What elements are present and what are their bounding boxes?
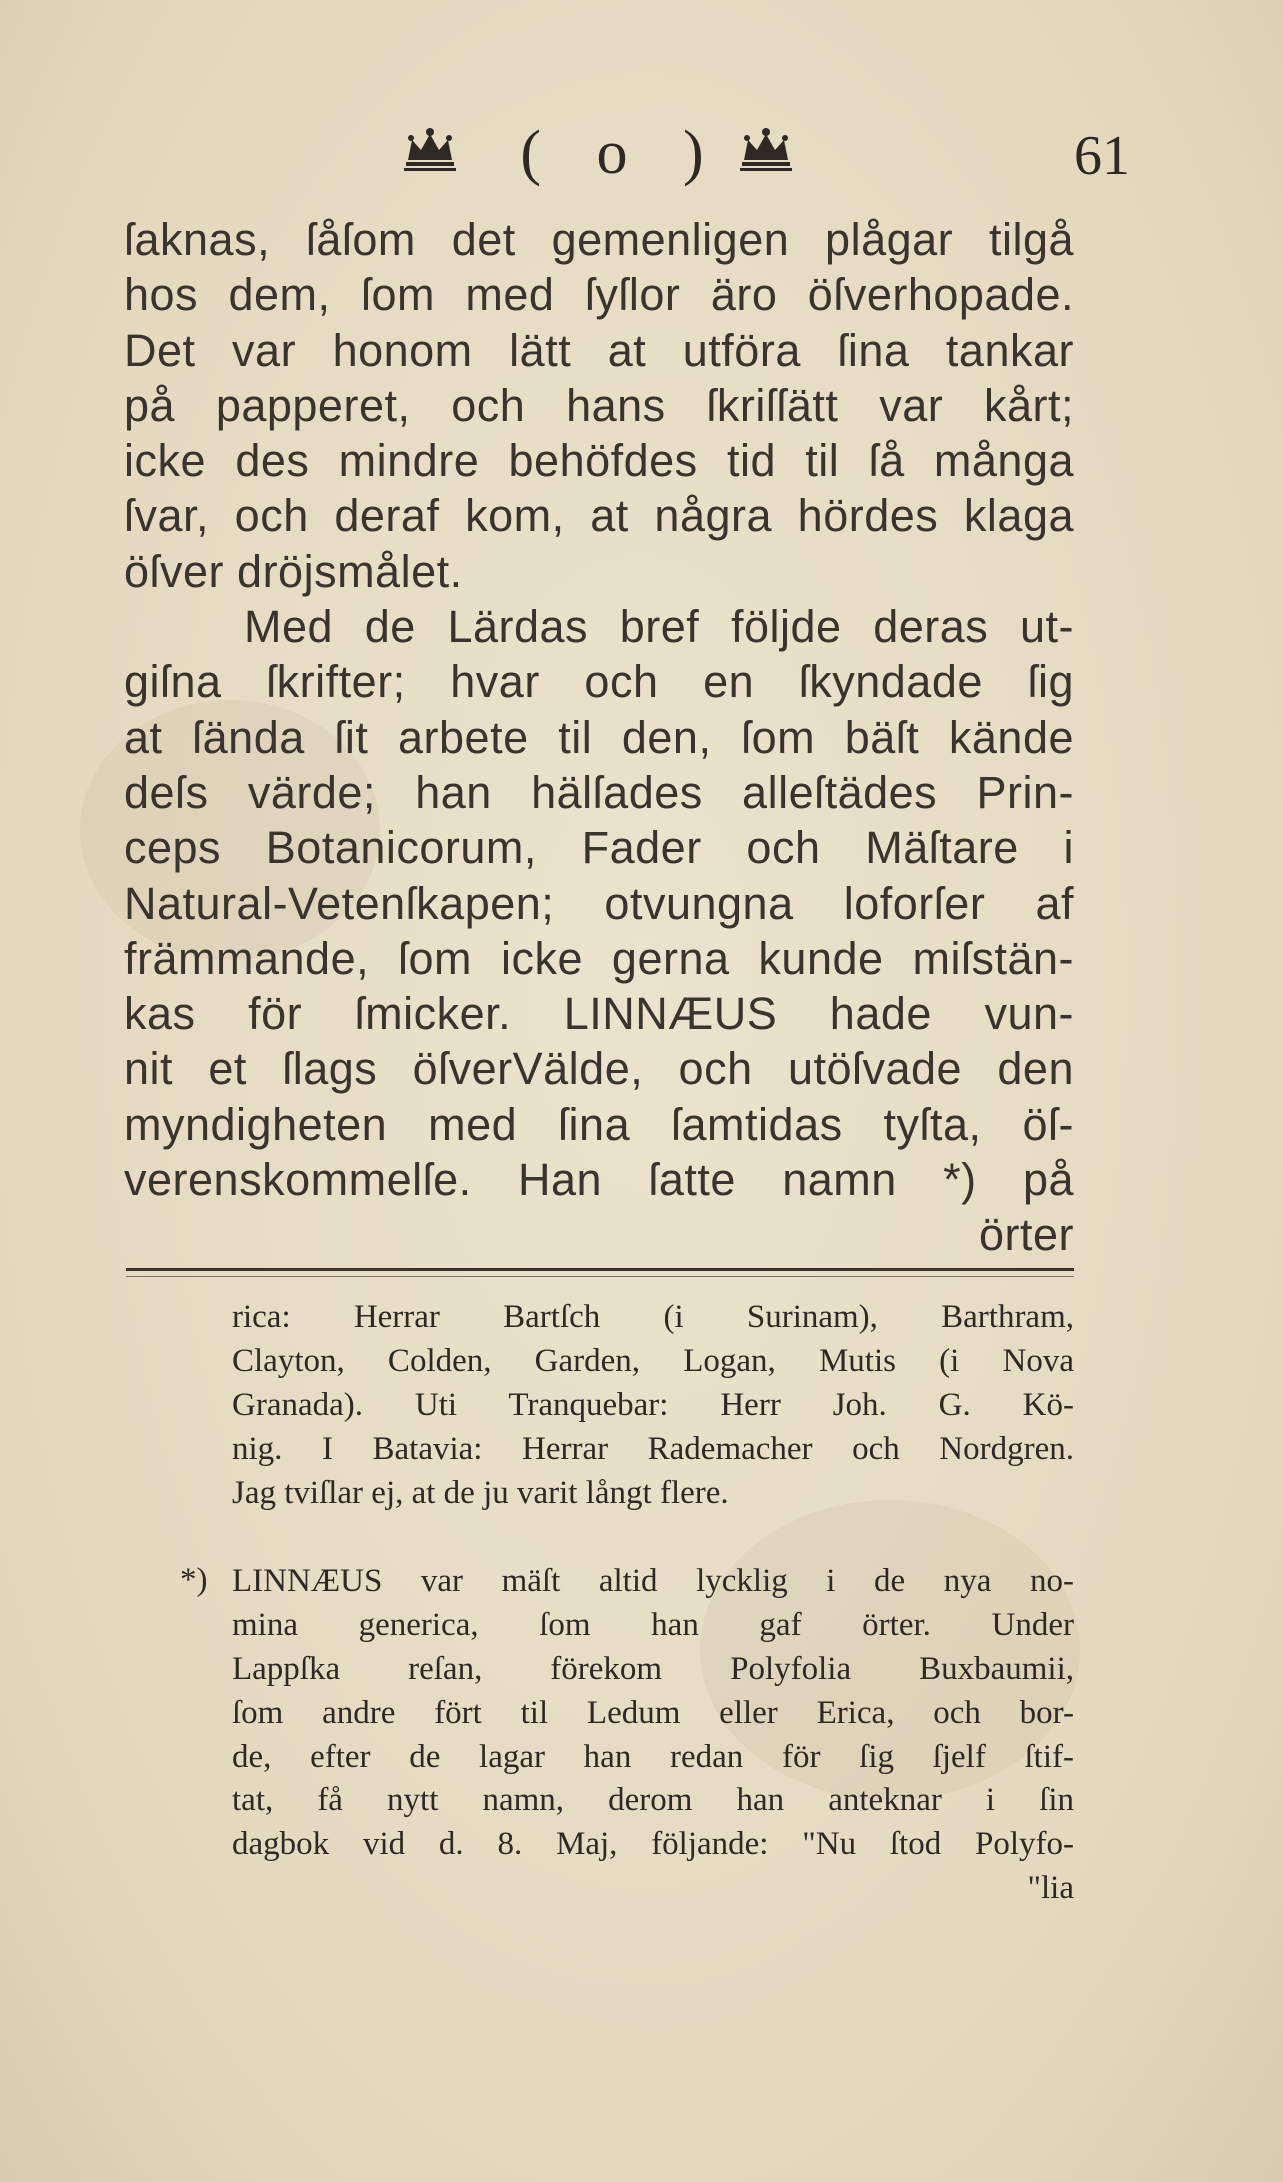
main-text-block	[124, 212, 1074, 1263]
footnote-line: Lappſka reſan, förekom Polyfolia Buxbaumii,	[232, 1650, 1074, 1687]
footnote-line: Clayton, Colden, Garden, Logan, Mutis (i Nova	[232, 1342, 1074, 1379]
footnote-line: ſom andre fört til Ledum eller Erica, och bor-	[232, 1694, 1074, 1731]
crown-ornament-icon	[738, 126, 794, 172]
text-line: deſs värde; han hälſades alleſtädes Prin-	[124, 766, 1074, 818]
text-line: öſver dröjsmålet.	[124, 545, 463, 597]
text-line: kas för ſmicker. LINNÆUS hade vun-	[124, 988, 1074, 1040]
footnote-line: Jag tviſlar ej, at de ju varit långt flere.	[232, 1474, 729, 1511]
footnote-line: rica: Herrar Bartſch (i Surinam), Barthram,	[232, 1299, 1074, 1335]
text-line: ſvar, och deraf kom, at några hördes klaga	[124, 490, 1074, 542]
footnote-line: LINNÆUS var mäſt altid lycklig i de nya no-	[232, 1563, 1074, 1599]
footnote-line: Granada). Uti Tranquebar: Herr Joh. G. Kö-	[232, 1386, 1074, 1423]
text-line: verenskommelſe. Han ſatte namn *) på	[124, 1154, 1074, 1206]
text-line: hos dem, ſom med ſyſlor äro öſverhopade.	[124, 269, 1074, 321]
footnote-line: nig. I Batavia: Herrar Rademacher och Nordgren.	[232, 1430, 1074, 1467]
footnote-line: mina generica, ſom han gaf örter. Under	[232, 1606, 1074, 1643]
text-line: at ſända ſit arbete til den, ſom bäſt kände	[124, 711, 1074, 763]
footnote-linnaeus	[232, 1560, 1074, 1911]
text-line: på papperet, och hans ſkriſſätt var kårt;	[124, 379, 1074, 431]
footnote-continued	[232, 1296, 1074, 1515]
catchword: "lia	[1027, 1870, 1074, 1907]
footnote-divider	[126, 1268, 1074, 1277]
running-header	[0, 118, 1283, 198]
text-line: Natural-Vetenſkapen; otvungna loforſer af	[124, 877, 1074, 929]
crown-ornament-icon	[402, 126, 458, 172]
text-line: nit et ſlags öſverVälde, och utöſvade den	[124, 1043, 1074, 1095]
text-line: icke des mindre behöfdes tid til ſå många	[124, 435, 1074, 487]
text-line: ceps Botanicorum, Fader och Mäſtare i	[124, 822, 1074, 874]
footnote-line: de, efter de lagar han redan för ſig ſjelf ſtif-	[232, 1738, 1074, 1775]
footnote-marker: *)	[180, 1562, 208, 1598]
text-line: myndigheten med ſina ſamtidas tyſta, öſ-	[124, 1098, 1074, 1150]
text-line: ſaknas, ſåſom det gemenligen plågar tilgå	[124, 214, 1074, 265]
page-number: 61	[1074, 125, 1130, 187]
text-line: Med de Lärdas bref följde deras ut-	[244, 601, 1074, 653]
text-line: främmande, ſom icke gerna kunde miſstän-	[124, 932, 1074, 984]
footnote-line: dagbok vid d. 8. Maj, följande: "Nu ſtod Polyfo-	[232, 1826, 1074, 1863]
text-line: giſna ſkrifter; hvar och en ſkyndade ſig	[124, 656, 1074, 708]
header-parens: ( o )	[520, 119, 724, 187]
text-line: Det var honom lätt at utföra ſina tankar	[124, 324, 1074, 376]
footnote-line: tat, få nytt namn, derom han anteknar i ſin	[232, 1782, 1074, 1819]
catchword: örter	[978, 1209, 1074, 1261]
